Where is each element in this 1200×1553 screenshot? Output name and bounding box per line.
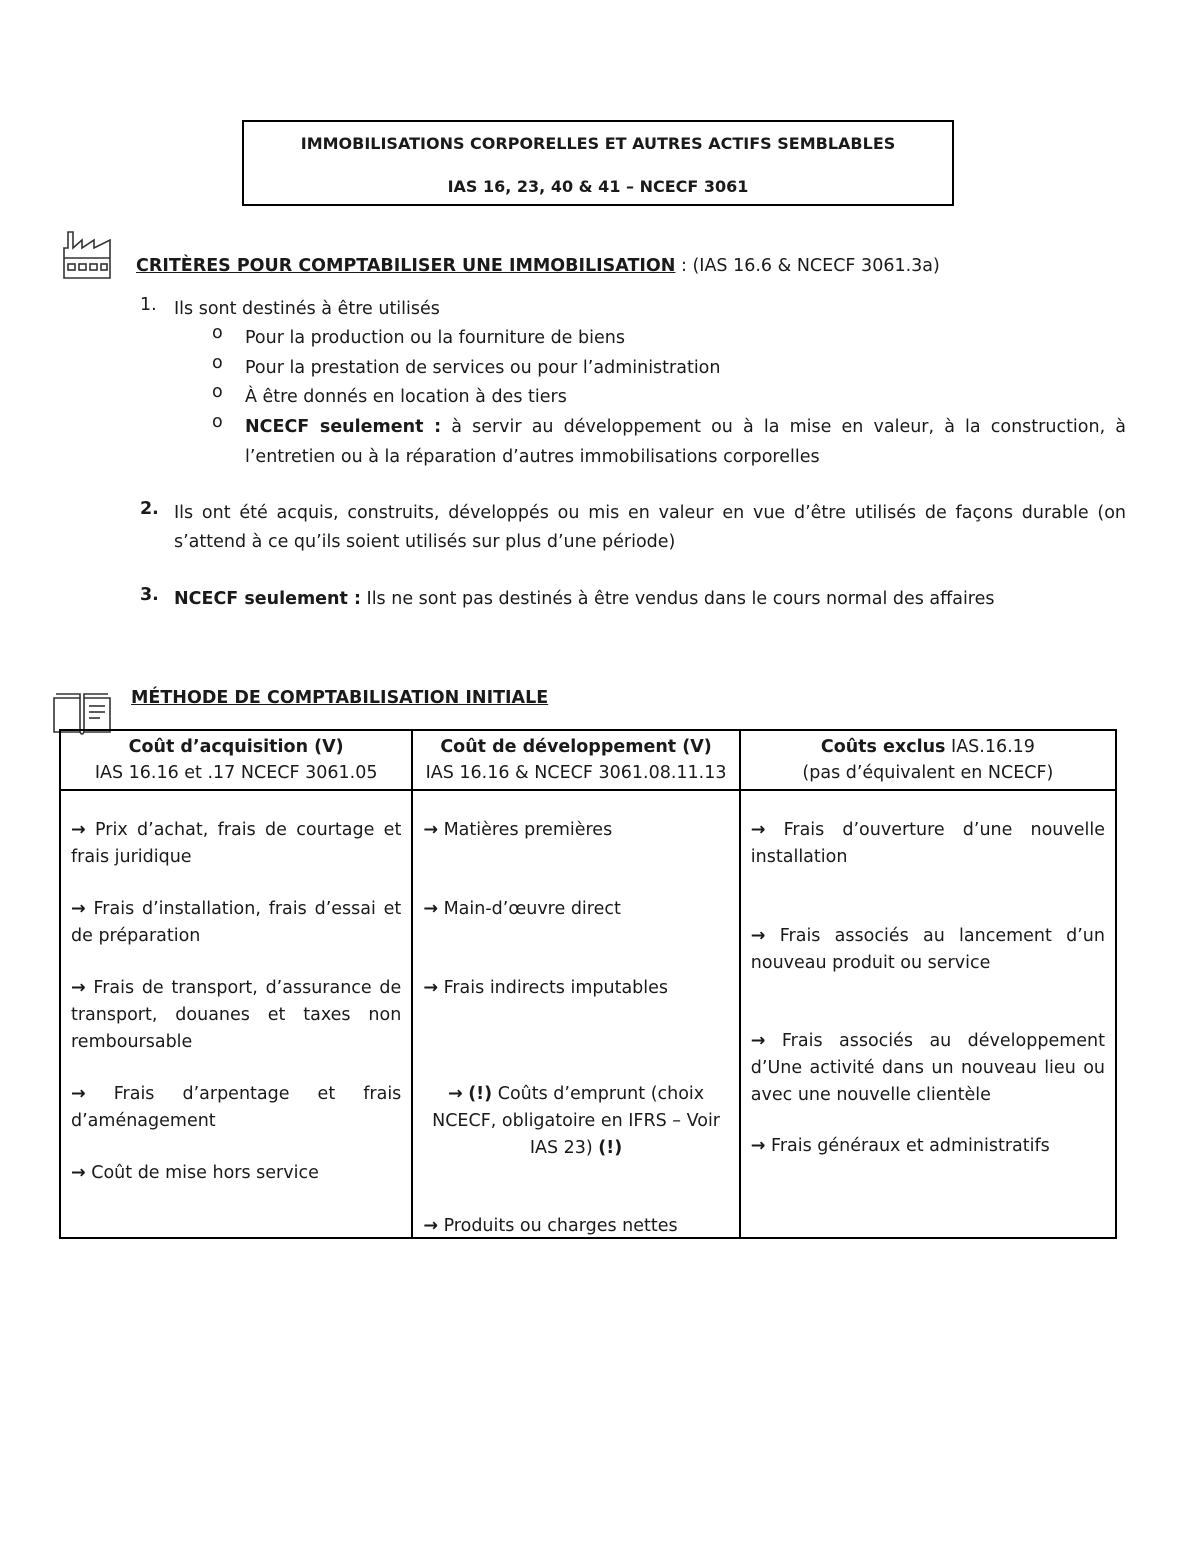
arrow-icon: → (750, 1136, 766, 1156)
cell-excluded (740, 790, 1116, 1238)
table-entry (71, 896, 401, 950)
cell-acquisition (60, 790, 412, 1238)
entry-text: Frais associés au développement d’Une activité dans un nouveau lieu ou avec une nouvelle clientèle (750, 1031, 1105, 1105)
bullet: o (212, 382, 223, 402)
header-excluded-costs (740, 730, 1116, 790)
column-subtitle: IAS 16.16 & NCECF 3061.08.11.13 (425, 763, 727, 783)
list-number: 1. (140, 295, 157, 315)
entry-text: Frais généraux et administratifs (771, 1136, 1050, 1156)
entry-text: Frais d’ouverture d’une nouvelle installation (750, 820, 1105, 867)
entry-text: Produits ou charges nettes (443, 1216, 678, 1236)
list-item (140, 295, 1126, 324)
factory-icon (60, 228, 114, 280)
list-item (140, 585, 1126, 614)
bullet: o (212, 353, 223, 373)
sub-list-item (212, 323, 1126, 353)
table-entry (423, 1213, 728, 1240)
arrow-icon: → (750, 926, 766, 946)
table-entry (71, 1081, 401, 1135)
document-title: IMMOBILISATIONS CORPORELLES ET AUTRES ACTIFS SEMBLABLES (300, 134, 896, 153)
entry-text: Matières premières (443, 820, 613, 840)
table-row (60, 790, 1116, 1238)
column-subtitle: IAS 16.16 et .17 NCECF 3061.05 (94, 763, 378, 783)
entry-text: Frais indirects imputables (443, 978, 669, 998)
table-entry (751, 1028, 1105, 1109)
sub-list-text-body: à servir au développement ou à la mise en valeur, à la construction, à l’entretien ou à la réparation d’autres immobilisations corporelles (245, 417, 1127, 467)
entry-text: Frais d’arpentage et frais d’aménagement (71, 1084, 402, 1131)
list-item (140, 499, 1126, 557)
entry-text: Coûts d’emprunt (choix NCECF, obligatoire en IFRS – Voir IAS 23) (432, 1084, 720, 1158)
table-header-row (60, 730, 1116, 790)
list-number: 3. (140, 585, 159, 605)
table-entry (71, 1160, 401, 1187)
arrow-icon: → (71, 899, 86, 919)
entry-text: Frais associés au lancement d’un nouveau produit ou service (750, 926, 1105, 973)
table-entry (751, 923, 1105, 977)
list-number: 2. (140, 499, 159, 519)
table-entry (423, 1081, 728, 1162)
table-entry (71, 817, 401, 871)
arrow-icon: → (423, 978, 438, 998)
sub-list-item (212, 382, 1126, 412)
sub-list-text (245, 412, 1126, 472)
bullet: o (212, 412, 223, 432)
ncecf-only-label: NCECF seulement : (174, 589, 361, 609)
list-item-text: Ils ont été acquis, construits, développés ou mis en valeur en vue d’être utilisés de façons durable (on s’attend à ce qu’ils soient utilisés sur plus d’une période) (174, 503, 1126, 552)
costs-table (59, 729, 1117, 1239)
list-item-text: Ils sont destinés à être utilisés (174, 299, 440, 319)
arrow-icon: → (423, 899, 438, 919)
entry-text: Frais de transport, d’assurance de transport, douanes et taxes non remboursable (71, 978, 402, 1052)
table-entry (423, 975, 728, 1002)
table-entry (751, 817, 1105, 871)
warning-mark: (!) (468, 1084, 493, 1104)
header-acquisition-cost (60, 730, 412, 790)
sub-list-text: Pour la prestation de services ou pour l’administration (245, 358, 721, 378)
arrow-icon: → (423, 820, 438, 840)
list-item-text (174, 585, 1126, 614)
criteria-heading (136, 256, 940, 276)
list-item-text-body: Ils ne sont pas destinés à être vendus dans le cours normal des affaires (360, 589, 995, 609)
arrow-icon: → (750, 820, 766, 840)
entry-text: Coût de mise hors service (91, 1163, 319, 1183)
column-title: Coût d’acquisition (V) (128, 737, 344, 757)
column-title: Coûts exclus (820, 737, 946, 757)
document-subtitle: IAS 16, 23, 40 & 41 – NCECF 3061 (447, 177, 749, 196)
sub-list-item (212, 353, 1126, 383)
arrow-icon: → (71, 978, 86, 998)
entry-text: Main-d’œuvre direct (443, 899, 621, 919)
sub-list-item (212, 412, 1126, 472)
table-entry (71, 975, 401, 1056)
entry-text: Prix d’achat, frais de courtage et frais juridique (71, 820, 402, 867)
header-development-cost (412, 730, 739, 790)
column-title-reference: IAS.16.19 (945, 737, 1035, 757)
arrow-icon: → (71, 1084, 86, 1104)
entry-text: Frais d’installation, frais d’essai et de préparation (71, 899, 402, 946)
arrow-icon: → (447, 1084, 463, 1104)
bullet: o (212, 323, 223, 343)
sub-list-text: Pour la production ou la fourniture de biens (245, 328, 625, 348)
title-box (242, 120, 954, 206)
arrow-icon: → (750, 1031, 766, 1051)
column-title: Coût de développement (V) (440, 737, 712, 757)
column-subtitle: (pas d’équivalent en NCECF) (802, 763, 1054, 783)
criteria-heading-title: CRITÈRES POUR COMPTABILISER UNE IMMOBILISATION (136, 256, 676, 276)
ncecf-only-label: NCECF seulement : (245, 417, 442, 437)
arrow-icon: → (71, 1163, 86, 1183)
cell-development (412, 790, 739, 1238)
method-heading: MÉTHODE DE COMPTABILISATION INITIALE (131, 688, 549, 708)
table-entry (423, 896, 728, 923)
table-entry (423, 817, 728, 844)
arrow-icon: → (423, 1216, 438, 1236)
warning-mark: (!) (598, 1138, 623, 1158)
arrow-icon: → (71, 820, 86, 840)
sub-list-text: À être donnés en location à des tiers (245, 387, 567, 407)
table-entry (751, 1133, 1105, 1160)
criteria-heading-reference: : (IAS 16.6 & NCECF 3061.3a) (675, 256, 940, 276)
